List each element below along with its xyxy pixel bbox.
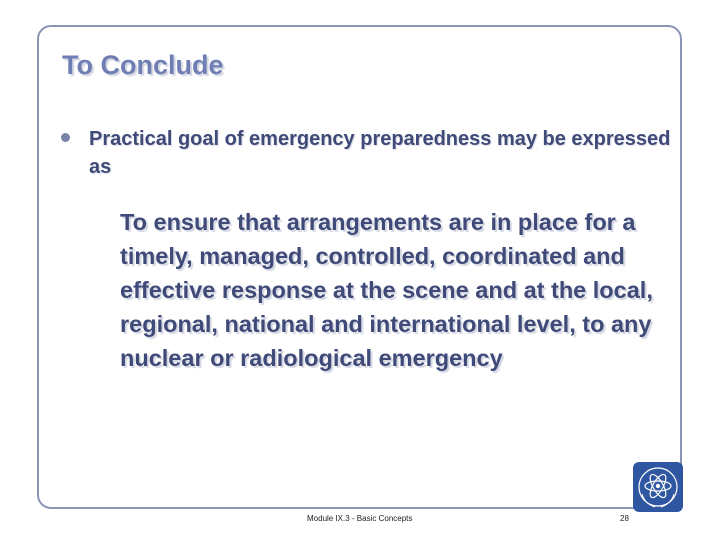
- page-number: 28: [620, 514, 629, 523]
- iaea-emblem-icon: [633, 462, 683, 512]
- slide-title: To Conclude: [62, 50, 224, 80]
- bullet-dot-icon: [61, 133, 70, 142]
- bullet-text: Practical goal of emergency preparedness may be expressed as: [89, 128, 671, 178]
- definition-quote: To ensure that arrangements are in place for a timely, managed, controlled, coordinated and effective response at the scene and at the local, regional, national and international level, to any nuclear or radiological emergency: [120, 209, 653, 371]
- footer-module-label: Module IX.3 - Basic Concepts: [307, 514, 413, 523]
